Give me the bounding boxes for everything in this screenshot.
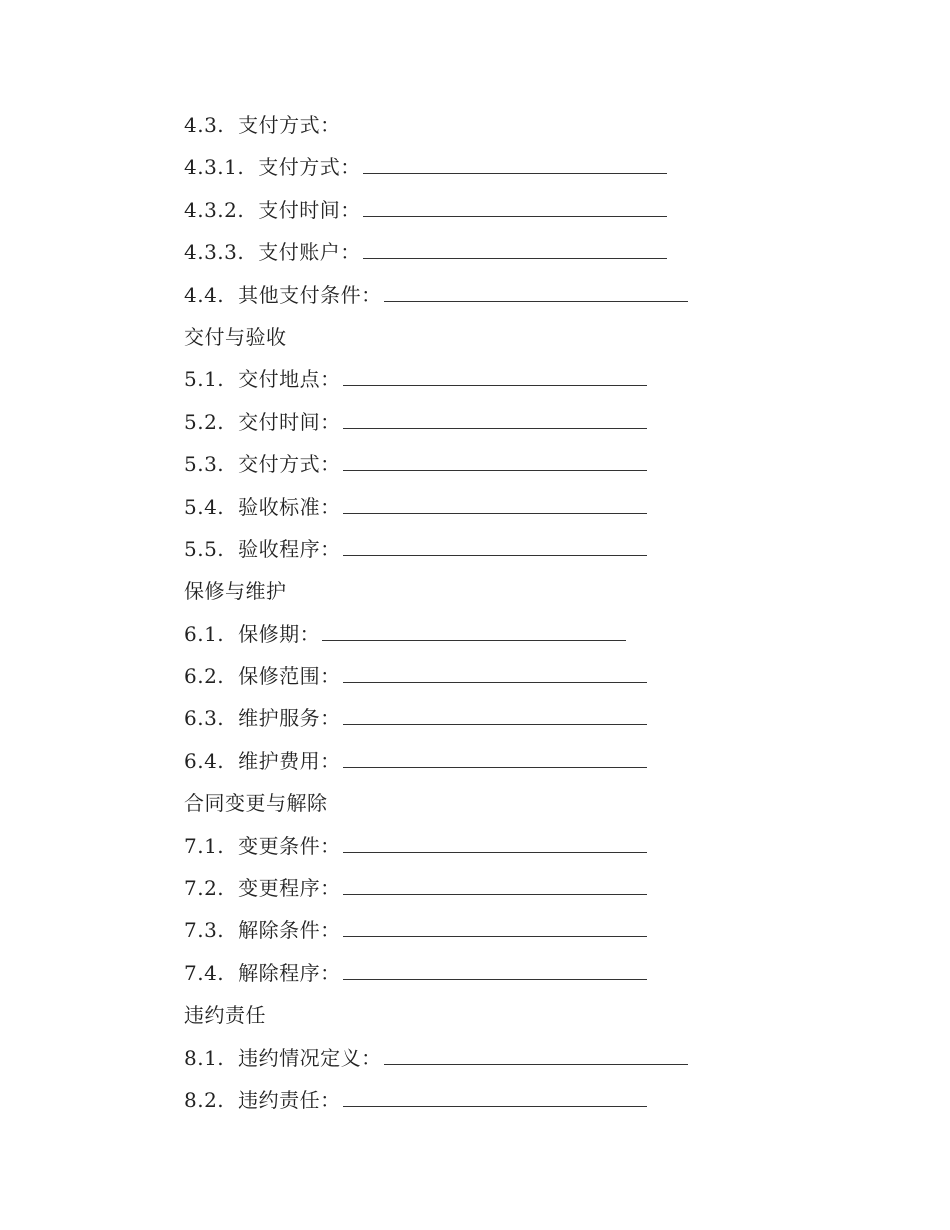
clause-number: 4.4. [184, 282, 225, 307]
clause-label: 交付时间： [238, 409, 341, 434]
clause-number: 4.3. [184, 113, 225, 137]
clause-label: 交付地点： [238, 367, 341, 392]
clause-label: 违约责任： [238, 1087, 341, 1112]
heading-4-3 [184, 104, 824, 146]
field-6-1 [184, 613, 824, 655]
fill-in-blank[interactable] [343, 872, 647, 895]
clause-label: 验收程序： [238, 536, 341, 561]
section-title: 违约责任 [184, 1003, 266, 1028]
fill-in-blank[interactable] [343, 830, 647, 853]
fill-in-blank[interactable] [363, 194, 667, 217]
field-8-1 [184, 1037, 824, 1079]
clause-number: 7.3. [184, 918, 225, 943]
fill-in-blank[interactable] [343, 533, 647, 556]
fill-in-blank[interactable] [343, 957, 647, 980]
fill-in-blank[interactable] [384, 1042, 688, 1065]
clause-number: 8.1. [184, 1045, 225, 1070]
field-7-3 [184, 909, 824, 951]
clause-number: 4.3.2. [184, 197, 245, 222]
clause-number: 6.1. [184, 621, 225, 646]
section-title: 保修与维护 [184, 579, 287, 604]
field-8-2 [184, 1079, 824, 1121]
fill-in-blank[interactable] [343, 702, 647, 725]
field-6-2 [184, 655, 824, 697]
clause-label: 维护服务： [238, 706, 341, 731]
clause-number: 5.3. [184, 452, 225, 477]
clause-label: 其他支付条件： [238, 282, 382, 307]
clause-label: 保修范围： [238, 664, 341, 689]
field-4-3-2 [184, 189, 824, 231]
clause-label: 支付方式： [258, 155, 361, 180]
clause-label: 支付账户： [258, 240, 361, 265]
fill-in-blank[interactable] [343, 491, 647, 514]
clause-number: 7.2. [184, 876, 225, 901]
fill-in-blank[interactable] [343, 363, 647, 386]
clause-number: 5.4. [184, 494, 225, 519]
field-5-1 [184, 358, 824, 400]
clause-label: 交付方式： [238, 452, 341, 477]
field-6-3 [184, 697, 824, 739]
clause-number: 5.5. [184, 536, 225, 561]
section-heading [184, 782, 824, 824]
clause-number: 7.1. [184, 833, 225, 858]
clause-number: 8.2. [184, 1087, 225, 1112]
field-7-1 [184, 825, 824, 867]
field-6-4 [184, 740, 824, 782]
fill-in-blank[interactable] [384, 279, 688, 302]
section-heading [184, 570, 824, 612]
clause-number: 6.3. [184, 706, 225, 731]
clause-label: 变更程序： [238, 876, 341, 901]
fill-in-blank[interactable] [343, 448, 647, 471]
fill-in-blank[interactable] [343, 745, 647, 768]
clause-number: 4.3.1. [184, 155, 245, 180]
clause-label: 变更条件： [238, 833, 341, 858]
field-5-2 [184, 401, 824, 443]
clause-label: 验收标准： [238, 494, 341, 519]
document-page [184, 104, 824, 1121]
clause-label: 支付方式： [238, 113, 341, 137]
fill-in-blank[interactable] [343, 914, 647, 937]
field-4-3-3 [184, 231, 824, 273]
clause-number: 6.2. [184, 664, 225, 689]
clause-label: 解除程序： [238, 960, 341, 985]
section-heading [184, 994, 824, 1036]
section-heading [184, 316, 824, 358]
field-5-4 [184, 486, 824, 528]
section-title: 合同变更与解除 [184, 791, 328, 816]
fill-in-blank[interactable] [363, 236, 667, 259]
clause-number: 7.4. [184, 960, 225, 985]
clause-label: 保修期： [238, 621, 321, 646]
clause-number: 5.1. [184, 367, 225, 392]
clause-number: 6.4. [184, 748, 225, 773]
field-5-5 [184, 528, 824, 570]
field-7-4 [184, 952, 824, 994]
field-4-3-1 [184, 146, 824, 188]
section-title: 交付与验收 [184, 324, 287, 349]
fill-in-blank[interactable] [343, 660, 647, 683]
fill-in-blank[interactable] [322, 618, 626, 641]
field-5-3 [184, 443, 824, 485]
clause-label: 解除条件： [238, 918, 341, 943]
clause-label: 违约情况定义： [238, 1045, 382, 1070]
fill-in-blank[interactable] [363, 151, 667, 174]
clause-label: 支付时间： [258, 197, 361, 222]
clause-number: 4.3.3. [184, 240, 245, 265]
fill-in-blank[interactable] [343, 1084, 647, 1107]
clause-number: 5.2. [184, 409, 225, 434]
field-4-4 [184, 274, 824, 316]
clause-label: 维护费用： [238, 748, 341, 773]
fill-in-blank[interactable] [343, 406, 647, 429]
field-7-2 [184, 867, 824, 909]
